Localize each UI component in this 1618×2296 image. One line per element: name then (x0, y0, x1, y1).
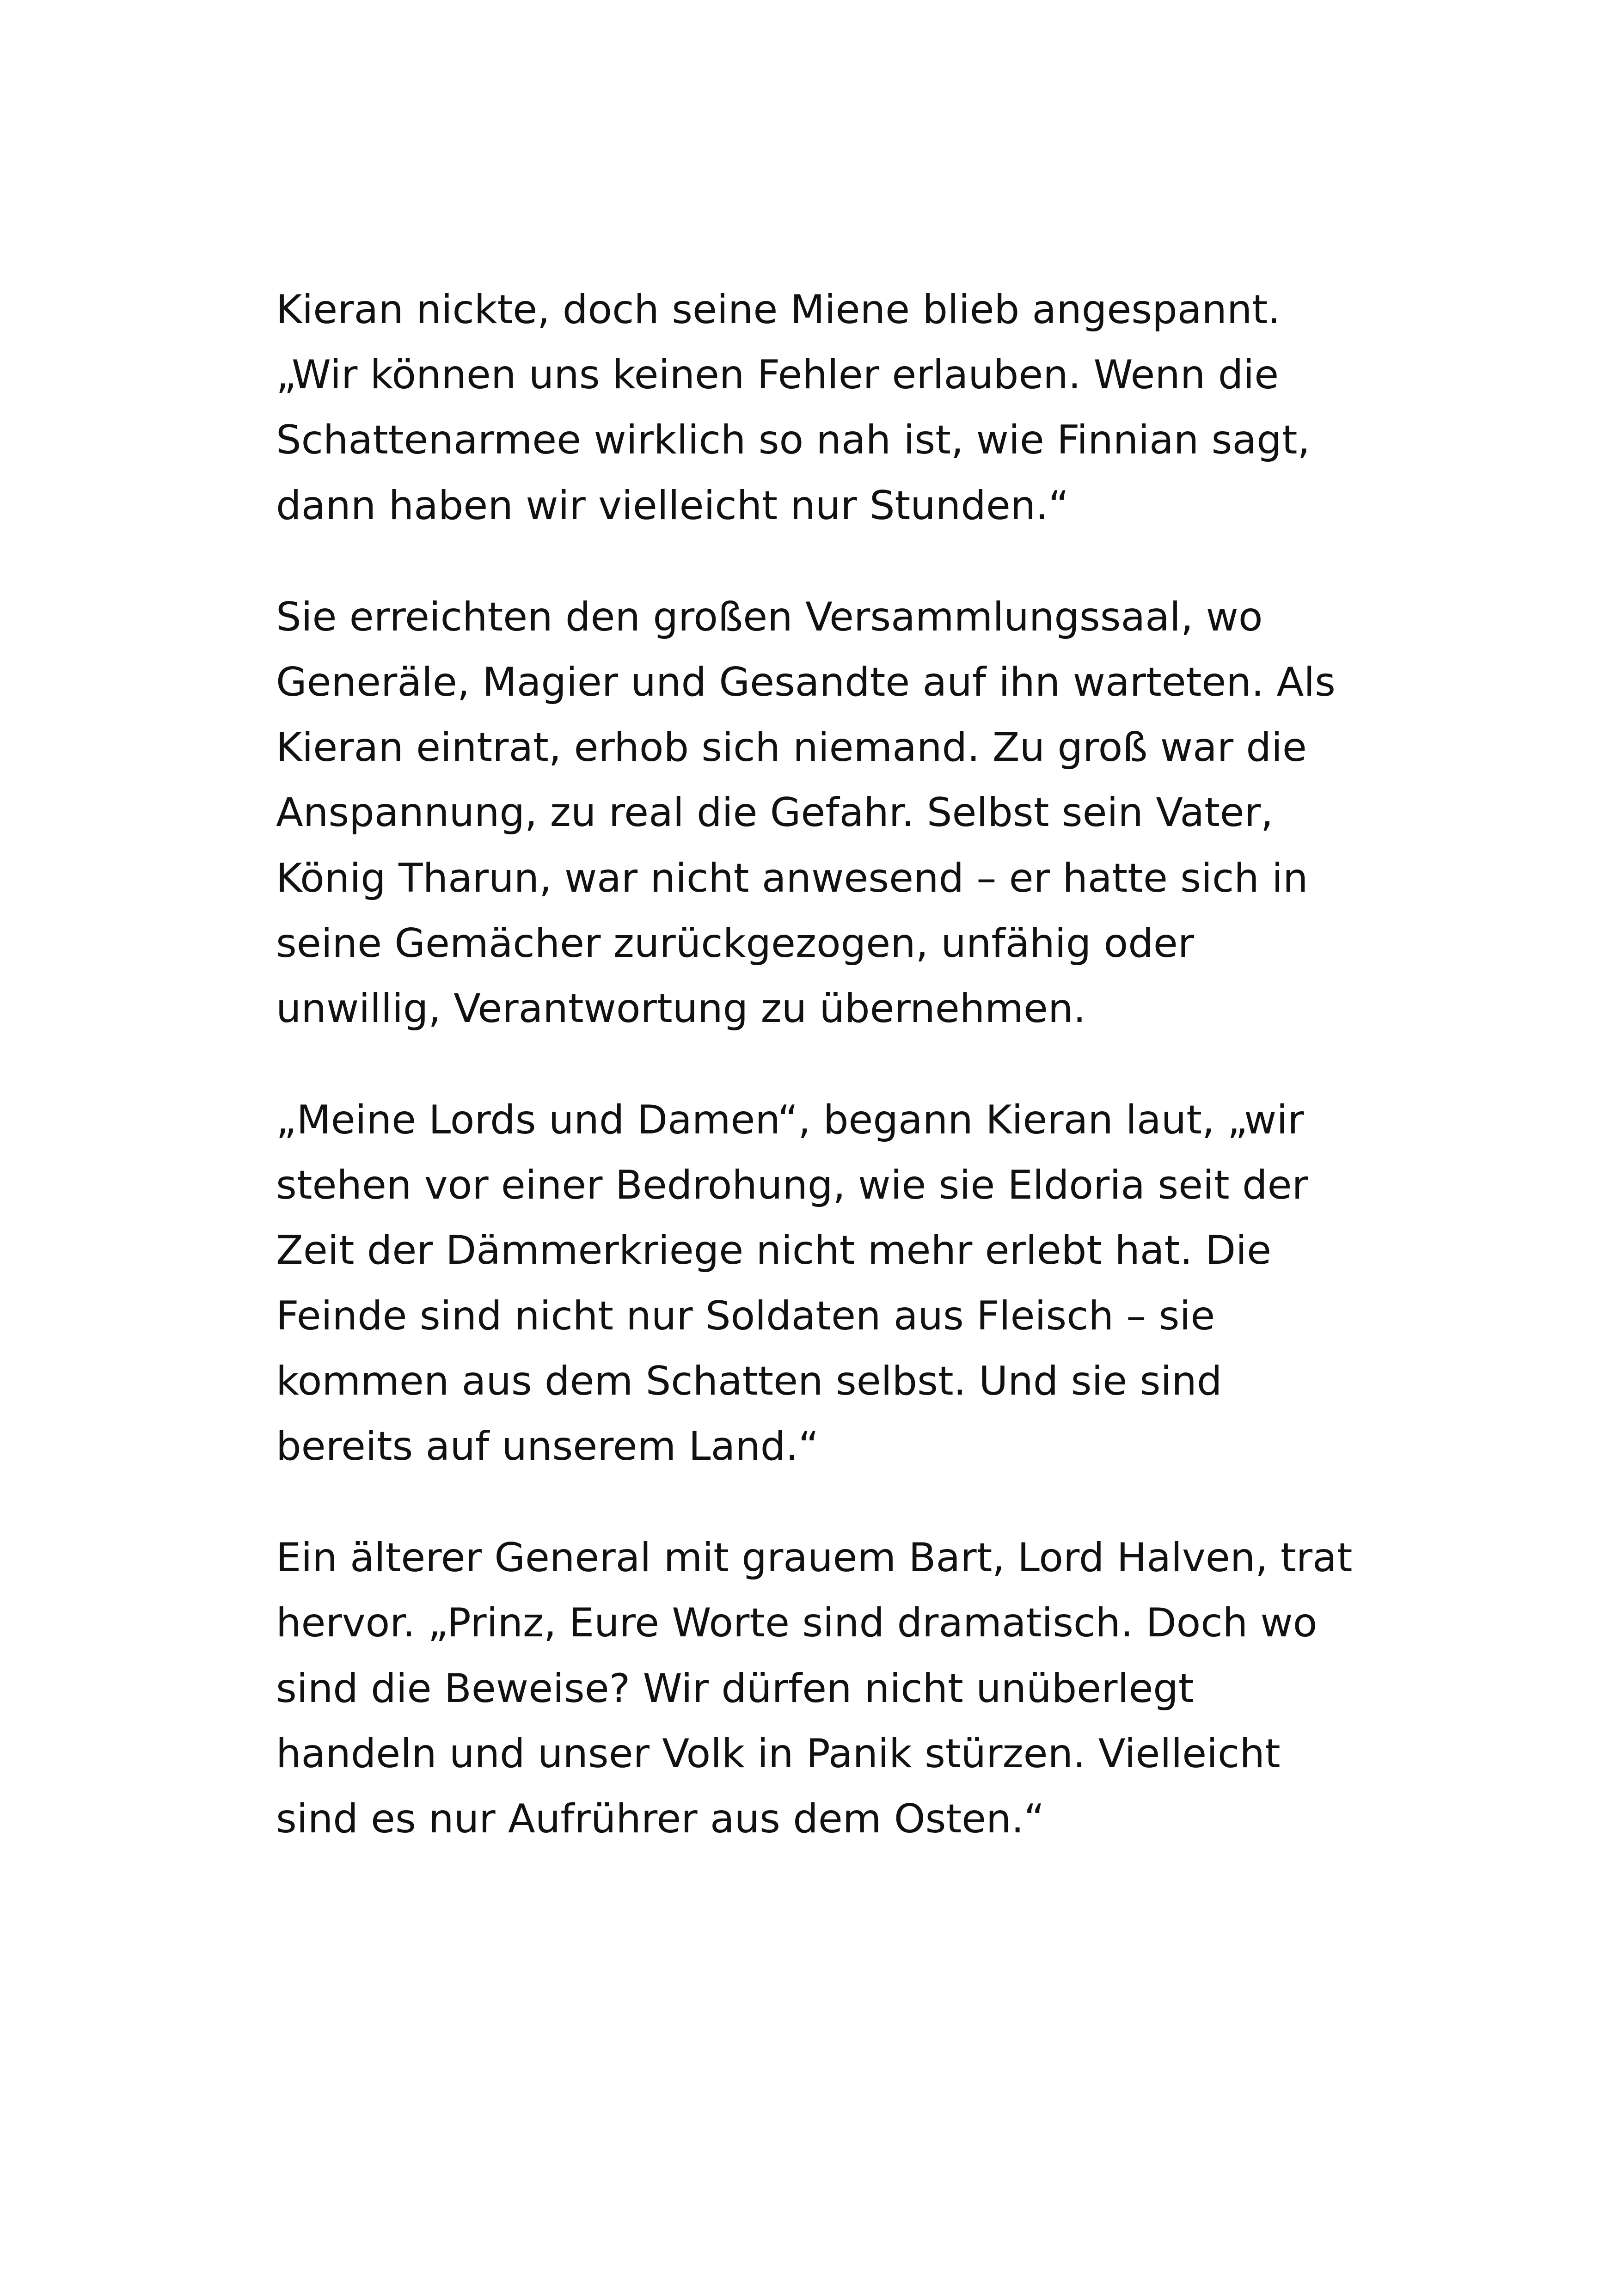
paragraph-3 (276, 1088, 1358, 1479)
text-line: Ein älterer General mit grauem Bart, Lord Halven, trat (276, 1535, 1353, 1581)
text-line: Anspannung, zu real die Gefahr. Selbst sein Vater, (276, 790, 1274, 836)
text-line: bereits auf unserem Land.“ (276, 1423, 819, 1469)
text-line: Kieran nickte, doch seine Miene blieb angespannt. (276, 287, 1281, 333)
paragraph-1 (276, 277, 1358, 539)
text-line: Sie erreichten den großen Versammlungssaal, wo (276, 594, 1263, 640)
text-line: hervor. „Prinz, Eure Worte sind dramatisch. Doch wo (276, 1600, 1318, 1647)
body-text (276, 277, 1358, 1852)
text-line: kommen aus dem Schatten selbst. Und sie sind (276, 1358, 1222, 1404)
text-line: dann haben wir vielleicht nur Stunden.“ (276, 482, 1069, 529)
text-line: Generäle, Magier und Gesandte auf ihn warteten. Als (276, 659, 1336, 705)
text-line: unwillig, Verantwortung zu übernehmen. (276, 985, 1086, 1032)
text-line: Feinde sind nicht nur Soldaten aus Fleisch – sie (276, 1292, 1215, 1339)
text-line: „Wir können uns keinen Fehler erlauben. Wenn die (276, 352, 1279, 398)
text-line: „Meine Lords und Damen“, begann Kieran laut, „wir (276, 1097, 1304, 1144)
text-line: stehen vor einer Bedrohung, wie sie Eldoria seit der (276, 1162, 1308, 1209)
text-line: sind es nur Aufrührer aus dem Osten.“ (276, 1795, 1045, 1842)
text-line: König Tharun, war nicht anwesend – er hatte sich in (276, 855, 1308, 901)
text-line: Kieran eintrat, erhob sich niemand. Zu groß war die (276, 724, 1307, 771)
paragraph-4 (276, 1525, 1358, 1852)
text-line: Zeit der Dämmerkriege nicht mehr erlebt hat. Die (276, 1227, 1271, 1274)
text-line: seine Gemächer zurückgezogen, unfähig oder (276, 920, 1195, 967)
text-line: handeln und unser Volk in Panik stürzen. Vielleicht (276, 1730, 1281, 1777)
paragraph-2 (276, 585, 1358, 1041)
text-line: Schattenarmee wirklich so nah ist, wie Finnian sagt, (276, 417, 1310, 464)
text-line: sind die Beweise? Wir dürfen nicht unüberlegt (276, 1665, 1194, 1712)
